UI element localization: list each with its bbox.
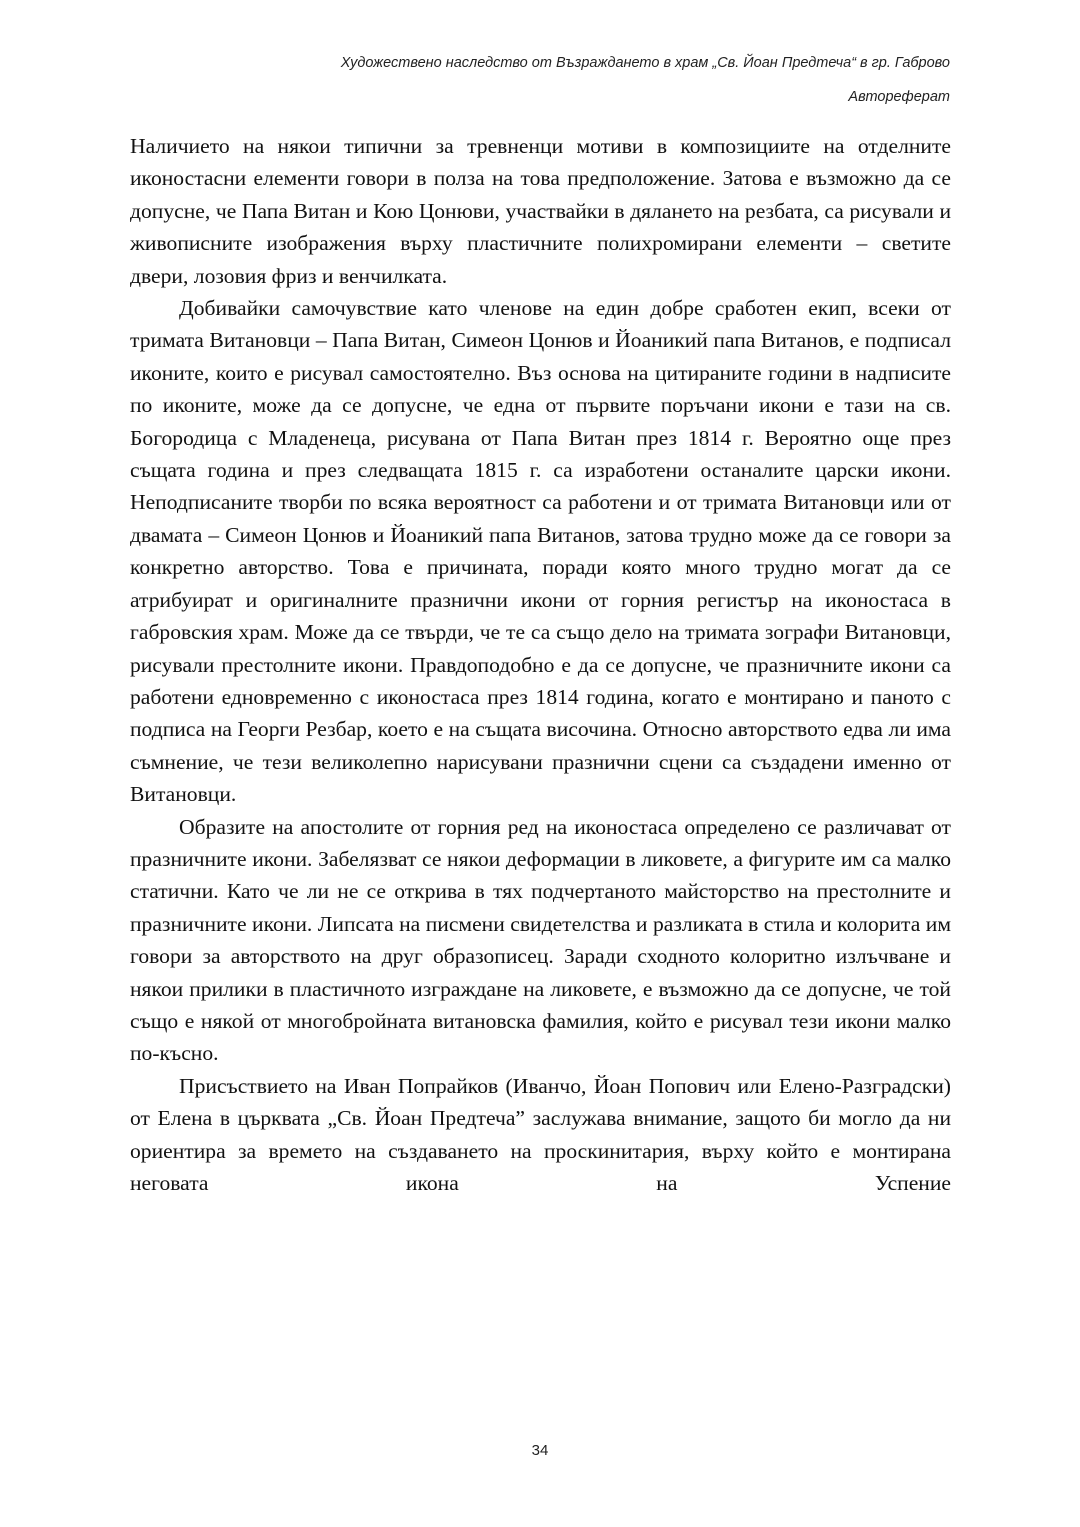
running-header-title: Художествено наследство от Възраждането в храм „Св. Йоан Предтеча“ в гр. Габрово [340, 55, 950, 71]
page-number: 34 [531, 1442, 549, 1459]
body-text [130, 130, 951, 1199]
paragraph: Добивайки самочувствие като членове на един добре сработен екип, всеки от тримата Витановци – Папа Витан, Симеон Цонюв и Йоаникий папа Витанов, е подписал иконите, които е рисувал самостоятелно. Въз основа на цитираните години в надписите по иконите, може да се допусне, че една от първите поръчани икони е тази на св. Богородица с Младенеца, рисувана от Папа Витан през 1814 г. Вероятно още през същата година и през следващата 1815 г. са изработени останалите царски икони. Неподписаните творби по всяка вероятност са работени и от тримата Витановци или от двамата – Симеон Цонюв и Йоаникий папа Витанов, затова трудно може да се говори за конкретно авторство. Това е причината, поради която много трудно могат да се атрибуират и оригиналните празнични икони от горния регистър на иконостаса в габровския храм. Може да се твърди, че те са също дело на тримата зографи Витановци, рисували престолните икони. Правдоподобно е да се допусне, че празничните икони са работени едновременно с иконостаса през 1814 година, когато е монтирано и паното с подписа на Георги Резбар, което е на същата височина. Относно авторството едва ли има съмнение, че тези великолепно нарисувани празнични сцени са създадени именно от Витановци. [130, 296, 951, 807]
paragraph: Наличието на някои типични за тревненци мотиви в композициите на отделните иконостасни елементи говори в полза на това предположение. Затова е възможно да се допусне, че Папа Витан и Кою Цонюви, участвайки в дялането на резбата, са рисували и живописните изображения върху пластичните полихромирани елементи – светите двери, лозовия фриз и венчилката. [130, 134, 951, 288]
paragraph: Присъствието на Иван Попрайков (Иванчо, Йоан Попович или Елено-Разградски) от Елена в църквата „Св. Йоан Предтеча” заслужава внимание, защото би могло да ни ориентира за времето на създаването на проскинитария, върху който е монтирана неговата икона на Успение [130, 1073, 951, 1195]
running-header-subtitle: Автореферат [848, 89, 950, 105]
paragraph: Образите на апостолите от горния ред на иконостаса определено се различават от празничните икони. Забелязват се някои деформации в ликовете, а фигурите им са малко статични. Като че ли не се открива в тях подчертаното майсторство на престолните и празничните икони. Липсата на писмени свидетелства и разликата в стила и колорита им говори за авторството на друг образописец. Заради сходното колоритно излъчване и някои прилики в пластичното изграждане на ликовете, е възможно да се допусне, че той също е някой от многобройната витановска фамилия, който е рисувал тези икони малко по-късно. [130, 814, 951, 1066]
